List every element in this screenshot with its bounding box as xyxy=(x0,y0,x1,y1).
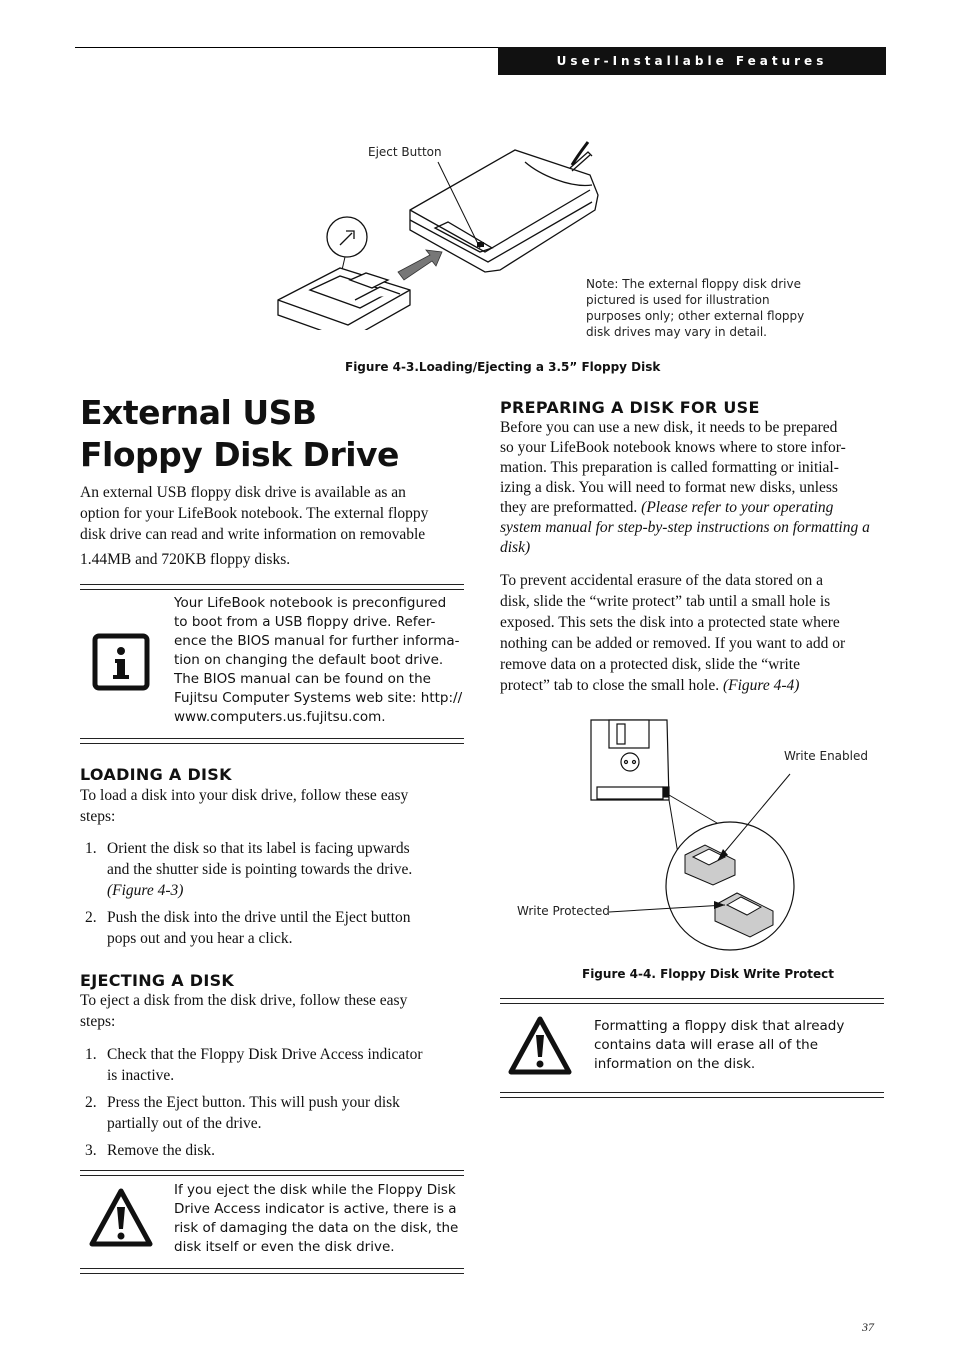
preparing-italic-line: disk) xyxy=(500,539,531,556)
intro-paragraph xyxy=(80,482,470,570)
figure-4-3-caption: Figure 4-3.Loading/Ejecting a 3.5” Floppy Disk xyxy=(345,360,661,374)
warning-line: If you eject the disk while the Floppy Disk xyxy=(174,1182,456,1198)
figure-reference: (Figure 4-3) xyxy=(107,882,184,899)
page-number: 37 xyxy=(862,1320,874,1334)
intro-line: 1.44MB and 720KB floppy disks. xyxy=(80,551,291,568)
loading-steps xyxy=(80,838,470,955)
ejecting-steps xyxy=(80,1044,470,1167)
figure-4-3-illustration xyxy=(270,140,610,330)
warning-icon xyxy=(88,1187,154,1249)
floppy-disk-drawing xyxy=(278,268,410,330)
ejecting-intro-line: To eject a disk from the disk drive, follow these easy xyxy=(80,992,408,1009)
info-note-line: to boot from a USB floppy drive. Refer- xyxy=(174,614,436,630)
figure-note xyxy=(586,276,804,340)
step-line: Orient the disk so that its label is facing upwards xyxy=(107,840,410,857)
floppy-back-drawing xyxy=(591,720,669,800)
figure-note-line: pictured is used for illustration xyxy=(586,293,770,307)
warning-line: risk of damaging the data on the disk, the xyxy=(174,1220,459,1236)
page-title-line: External USB xyxy=(80,393,317,432)
info-note-bottom-rule xyxy=(80,738,464,744)
write-protect-line: exposed. This sets the disk into a protected state where xyxy=(500,614,840,631)
warning-line: information on the disk. xyxy=(594,1056,756,1072)
step-number: 2. xyxy=(85,1094,97,1111)
info-note xyxy=(174,594,464,727)
figure-reference: (Figure 4-4) xyxy=(722,677,800,694)
write-protect-line: disk, slide the “write protect” tab until a small hole is xyxy=(500,593,831,610)
intro-line: option for your LifeBook notebook. The external floppy xyxy=(80,505,429,522)
step-line: Push the disk into the drive until the Eject button xyxy=(107,909,411,926)
preparing-italic-text: (Please refer to your operating xyxy=(641,499,834,516)
loading-intro-line: To load a disk into your disk drive, follow these easy xyxy=(80,787,409,804)
eject-button-label: Eject Button xyxy=(368,145,442,159)
list-item xyxy=(80,838,470,901)
write-protect-paragraph xyxy=(500,570,890,696)
write-protect-text: protect” tab to close the small hole. xyxy=(500,677,723,694)
info-icon xyxy=(92,633,150,691)
step-number: 2. xyxy=(85,909,97,926)
ejecting-intro xyxy=(80,990,470,1032)
figure-4-4-illustration xyxy=(585,715,805,955)
info-note-line: Fujitsu Computer Systems web site: http:// xyxy=(174,690,463,706)
figure-4-4-caption: Figure 4-4. Floppy Disk Write Protect xyxy=(582,967,834,981)
info-note-line: tion on changing the default boot drive. xyxy=(174,652,444,668)
step-line: Press the Eject button. This will push your disk xyxy=(107,1094,400,1111)
eject-warning-top-rule xyxy=(80,1170,464,1176)
eject-warning xyxy=(174,1181,464,1257)
preparing-line: so your LifeBook notebook knows where to store infor- xyxy=(500,439,846,456)
loading-heading: LOADING A DISK xyxy=(80,765,232,784)
step-line: Check that the Floppy Disk Drive Access indicator xyxy=(107,1046,423,1063)
preparing-line xyxy=(500,498,890,518)
preparing-paragraph xyxy=(500,418,890,558)
magnifier-circle xyxy=(666,822,794,950)
figure-note-line: Note: The external floppy disk drive xyxy=(586,277,801,291)
step-line: Remove the disk. xyxy=(107,1142,216,1159)
warning-line: disk itself or even the disk drive. xyxy=(174,1239,395,1255)
info-note-line: Your LifeBook notebook is preconfigured xyxy=(174,595,447,611)
list-item xyxy=(80,1092,470,1134)
loading-intro-line: steps: xyxy=(80,808,116,825)
loading-intro xyxy=(80,785,470,827)
eject-warning-bottom-rule xyxy=(80,1268,464,1274)
warning-line: Formatting a floppy disk that already xyxy=(594,1018,845,1034)
step-line: pops out and you hear a click. xyxy=(107,930,293,947)
ejecting-intro-line: steps: xyxy=(80,1013,116,1030)
info-note-line: www.computers.us.fujitsu.com. xyxy=(174,709,386,725)
write-protect-line: To prevent accidental erasure of the data stored on a xyxy=(500,572,823,589)
warning-line: Drive Access indicator is active, there is a xyxy=(174,1201,457,1217)
warning-line: contains data will erase all of the xyxy=(594,1037,819,1053)
preparing-italic-line: system manual for step-by-step instructions on formatting a xyxy=(500,519,870,536)
preparing-line: Before you can use a new disk, it needs to be prepared xyxy=(500,419,838,436)
direction-badge-icon xyxy=(327,217,367,257)
page-title xyxy=(80,392,460,476)
info-note-line: ence the BIOS manual for further informa- xyxy=(174,633,460,649)
preparing-line: mation. This preparation is called formatting or initial- xyxy=(500,459,839,476)
list-item xyxy=(80,1044,470,1086)
step-line: and the shutter side is pointing towards the drive. xyxy=(107,861,413,878)
step-number: 1. xyxy=(85,840,97,857)
info-note-top-rule xyxy=(80,584,464,590)
write-protect-line xyxy=(500,675,890,696)
step-line: partially out of the drive. xyxy=(107,1115,262,1132)
intro-line: disk drive can read and write information on removable xyxy=(80,526,426,543)
figure-note-line: disk drives may vary in detail. xyxy=(586,325,767,339)
write-enabled-label: Write Enabled xyxy=(784,749,868,763)
preparing-heading: PREPARING A DISK FOR USE xyxy=(500,398,760,417)
ejecting-heading: EJECTING A DISK xyxy=(80,971,235,990)
write-protected-label: Write Protected xyxy=(517,904,610,918)
section-header xyxy=(498,47,886,75)
write-protect-line: remove data on a protected disk, slide the “write xyxy=(500,656,800,673)
warning-icon xyxy=(507,1015,573,1077)
format-warning xyxy=(594,1017,884,1074)
intro-line: An external USB floppy disk drive is available as an xyxy=(80,484,406,501)
write-protect-line: nothing can be added or removed. If you want to add or xyxy=(500,635,846,652)
list-item xyxy=(80,1140,470,1161)
step-line: is inactive. xyxy=(107,1067,175,1084)
step-number: 3. xyxy=(85,1142,97,1159)
page-title-line: Floppy Disk Drive xyxy=(80,435,399,474)
format-warning-top-rule xyxy=(500,998,884,1004)
step-number: 1. xyxy=(85,1046,97,1063)
format-warning-bottom-rule xyxy=(500,1092,884,1098)
section-header-label: User-Installable Features xyxy=(556,54,828,68)
info-note-line: The BIOS manual can be found on the xyxy=(174,671,431,687)
preparing-line: izing a disk. You will need to format new disks, unless xyxy=(500,479,838,496)
list-item xyxy=(80,907,470,949)
figure-note-line: purposes only; other external floppy xyxy=(586,309,805,323)
insert-arrow-icon xyxy=(398,250,442,280)
header-rule xyxy=(75,47,498,48)
preparing-text: they are preformatted. xyxy=(500,499,642,516)
